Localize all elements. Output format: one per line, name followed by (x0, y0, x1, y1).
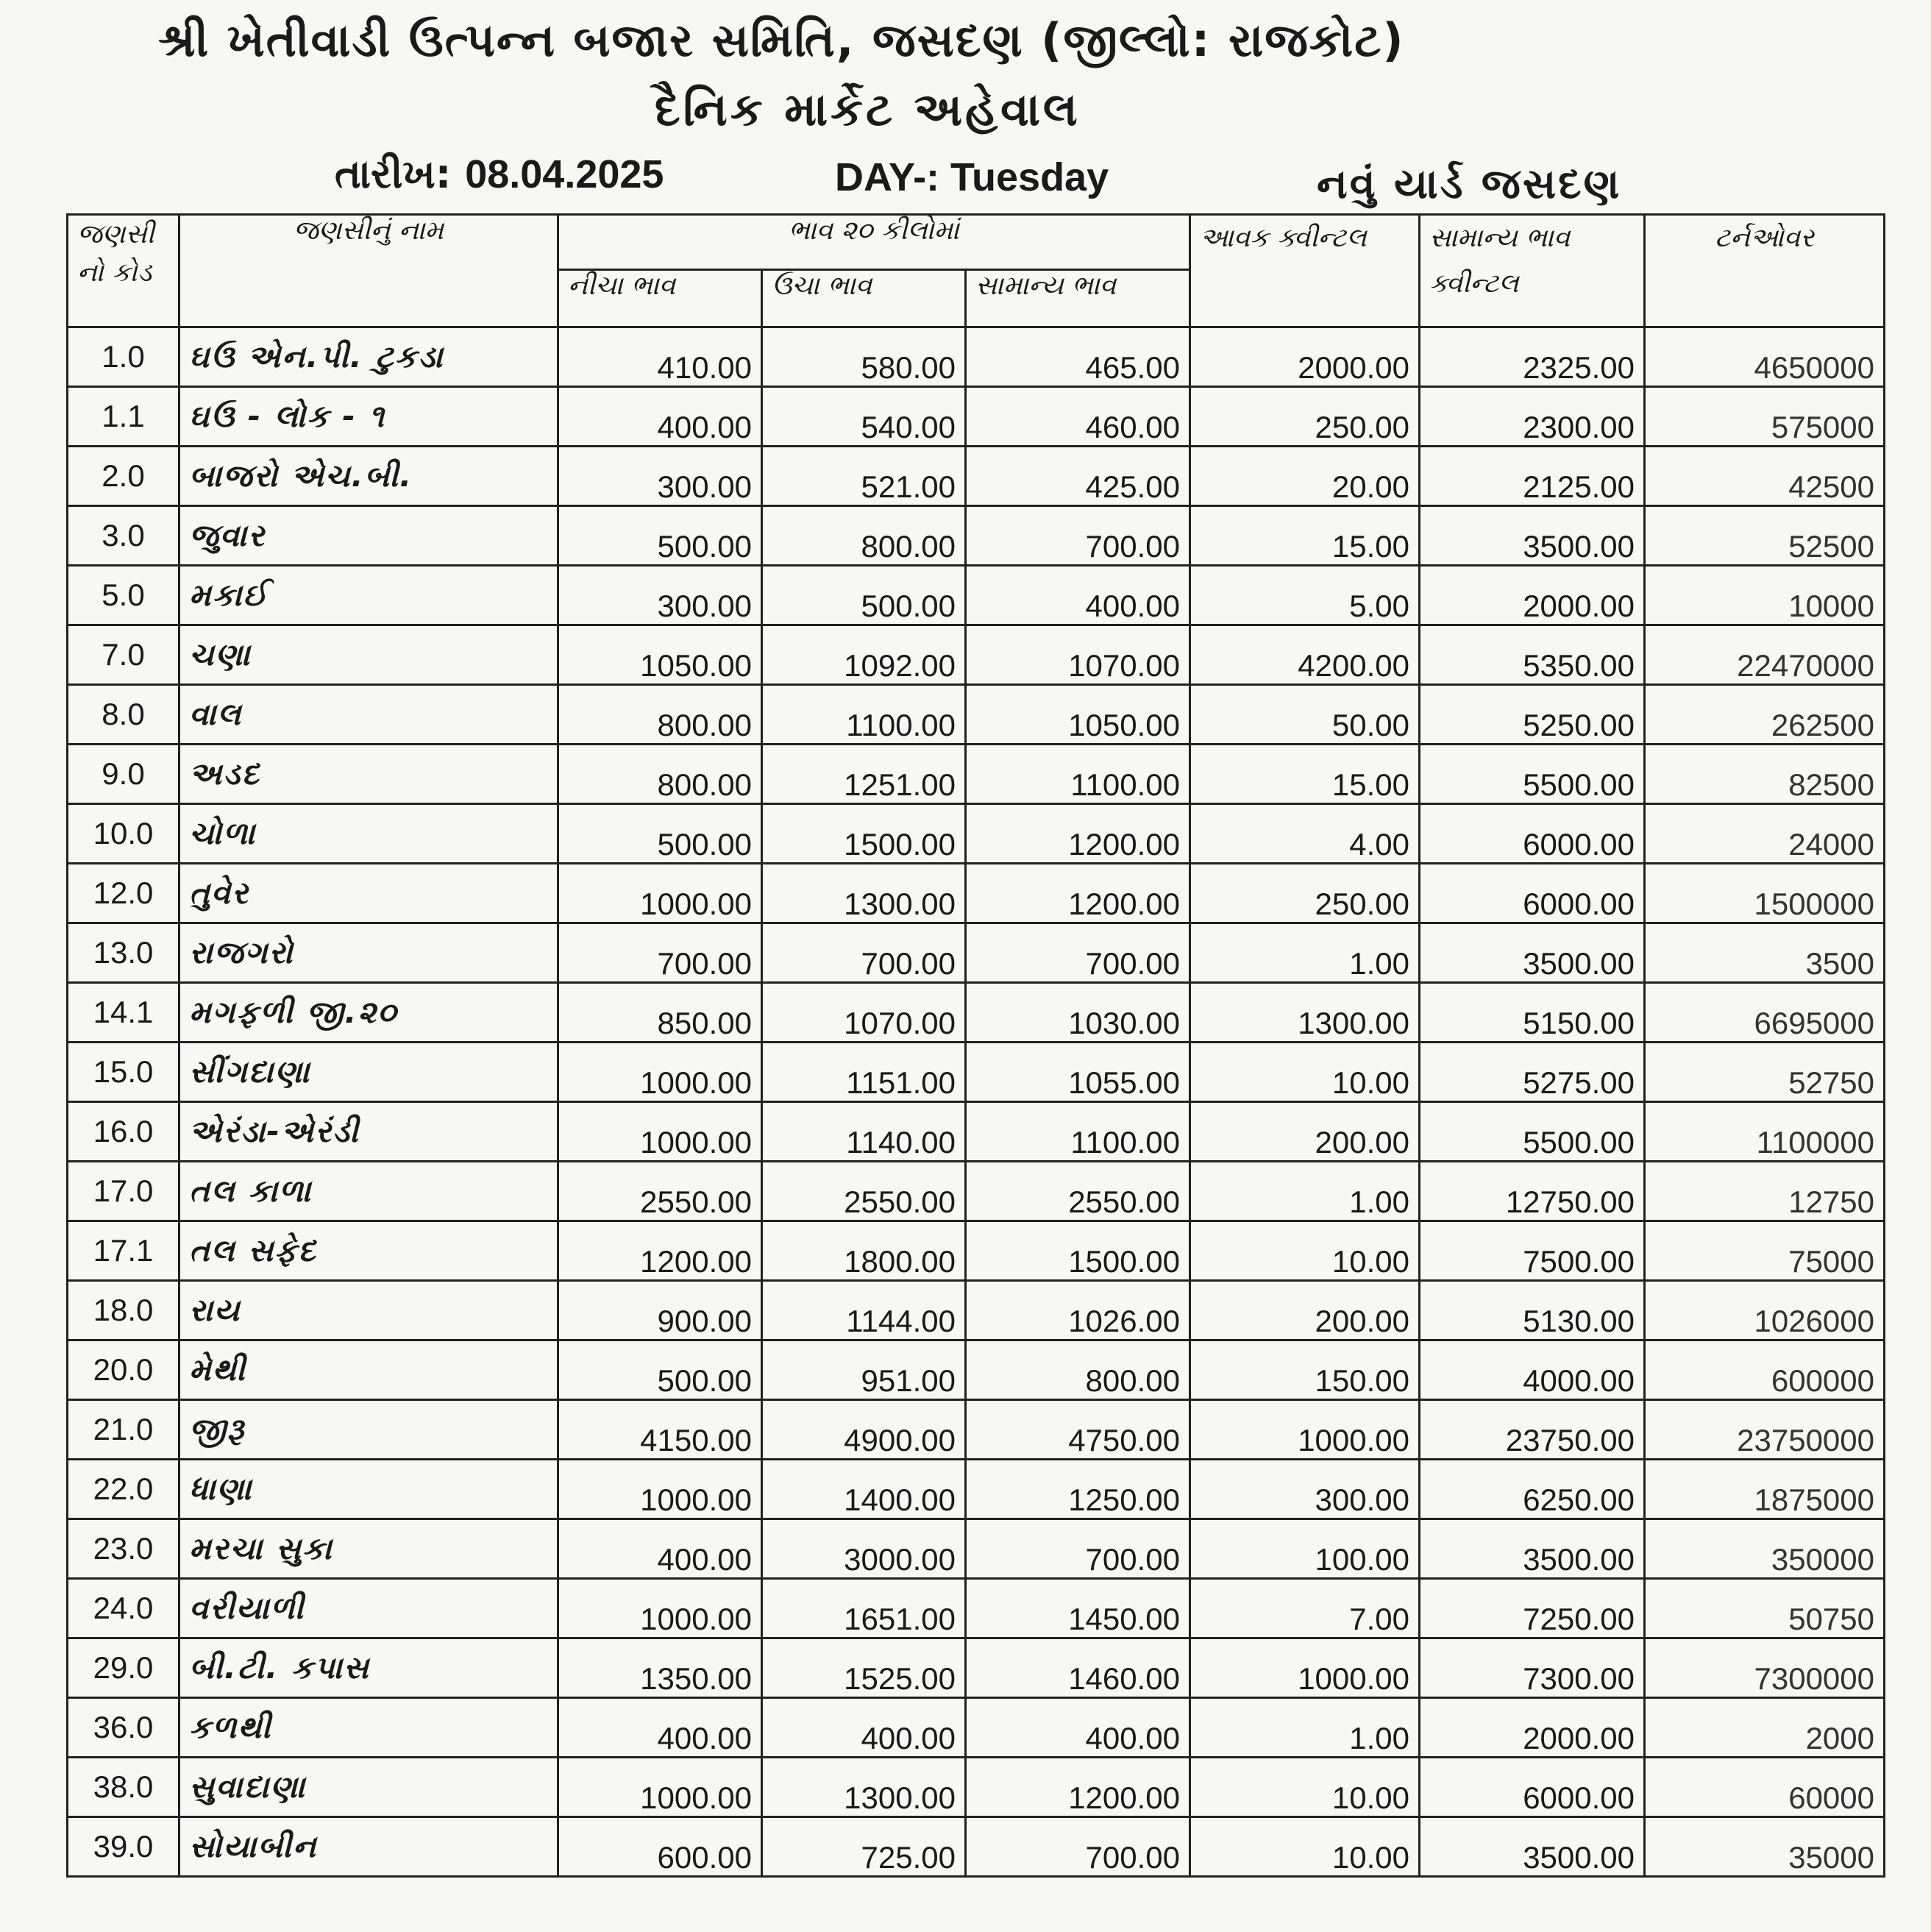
commodity-code: 14.1 (68, 983, 179, 1043)
table-row (68, 506, 1885, 566)
table-body (68, 327, 1885, 1877)
avg-price: 1200.00 (966, 864, 1190, 923)
high-price: 1140.00 (762, 1102, 966, 1162)
high-price: 1800.00 (762, 1221, 966, 1281)
turnover: 1500000 (1645, 864, 1885, 923)
arrival-quintal: 10.00 (1190, 1817, 1420, 1877)
low-price: 500.00 (558, 506, 762, 566)
table-row (68, 983, 1885, 1043)
turnover: 42500 (1645, 447, 1885, 506)
commodity-code: 16.0 (68, 1102, 179, 1162)
table-row (68, 864, 1885, 923)
avg-price: 460.00 (966, 387, 1190, 447)
commodity-code: 15.0 (68, 1043, 179, 1102)
avg-price: 1200.00 (966, 804, 1190, 864)
avg-price-quintal: 3500.00 (1420, 1519, 1645, 1579)
high-price: 1300.00 (762, 1758, 966, 1817)
avg-price: 425.00 (966, 447, 1190, 506)
commodity-name: સીંગદાણા (179, 1043, 558, 1102)
high-price: 725.00 (762, 1817, 966, 1877)
arrival-quintal: 1.00 (1190, 1162, 1420, 1221)
turnover: 24000 (1645, 804, 1885, 864)
table-row (68, 1340, 1885, 1400)
avg-price-quintal: 2000.00 (1420, 1698, 1645, 1758)
commodity-name: ઘઉ - લોક - ૧ (179, 387, 558, 447)
high-price: 4900.00 (762, 1400, 966, 1460)
commodity-name: મગફળી જી.૨૦ (179, 983, 558, 1043)
table-row (68, 1281, 1885, 1340)
arrival-quintal: 1000.00 (1190, 1638, 1420, 1698)
commodity-code: 17.1 (68, 1221, 179, 1281)
header-name: જણસીનું નામ (179, 215, 558, 327)
high-price: 1525.00 (762, 1638, 966, 1698)
low-price: 1000.00 (558, 1758, 762, 1817)
commodity-name: ચોળા (179, 804, 558, 864)
arrival-quintal: 50.00 (1190, 685, 1420, 745)
commodity-code: 21.0 (68, 1400, 179, 1460)
low-price: 1000.00 (558, 1460, 762, 1519)
arrival-quintal: 1.00 (1190, 923, 1420, 983)
low-price: 1350.00 (558, 1638, 762, 1698)
avg-price: 400.00 (966, 566, 1190, 625)
report-date (335, 151, 664, 198)
arrival-quintal: 250.00 (1190, 387, 1420, 447)
header-arrival: આવક ક્વીન્ટલ (1190, 215, 1420, 327)
avg-price-quintal: 4000.00 (1420, 1340, 1645, 1400)
turnover: 262500 (1645, 685, 1885, 745)
commodity-name: બી.ટી. કપાસ (179, 1638, 558, 1698)
table-row (68, 625, 1885, 685)
arrival-quintal: 10.00 (1190, 1043, 1420, 1102)
market-price-table (66, 213, 1885, 1878)
high-price: 1092.00 (762, 625, 966, 685)
arrival-quintal: 20.00 (1190, 447, 1420, 506)
high-price: 521.00 (762, 447, 966, 506)
turnover: 1100000 (1645, 1102, 1885, 1162)
turnover: 52500 (1645, 506, 1885, 566)
avg-price-quintal: 3500.00 (1420, 923, 1645, 983)
commodity-code: 18.0 (68, 1281, 179, 1340)
high-price: 1651.00 (762, 1579, 966, 1638)
commodity-code: 1.1 (68, 387, 179, 447)
low-price: 1000.00 (558, 1043, 762, 1102)
low-price: 1200.00 (558, 1221, 762, 1281)
date-label: તારીખ: (335, 151, 452, 197)
high-price: 500.00 (762, 566, 966, 625)
low-price: 500.00 (558, 1340, 762, 1400)
turnover: 35000 (1645, 1817, 1885, 1877)
turnover: 2000 (1645, 1698, 1885, 1758)
avg-price-quintal: 3500.00 (1420, 506, 1645, 566)
commodity-code: 9.0 (68, 745, 179, 804)
high-price: 700.00 (762, 923, 966, 983)
commodity-name: અડદ (179, 745, 558, 804)
low-price: 500.00 (558, 804, 762, 864)
commodity-name: તુવેર (179, 864, 558, 923)
avg-price: 400.00 (966, 1698, 1190, 1758)
turnover: 82500 (1645, 745, 1885, 804)
avg-price-quintal: 5500.00 (1420, 745, 1645, 804)
low-price: 300.00 (558, 447, 762, 506)
high-price: 3000.00 (762, 1519, 966, 1579)
avg-price-quintal: 2325.00 (1420, 327, 1645, 387)
avg-price-quintal: 5500.00 (1420, 1102, 1645, 1162)
avg-price-quintal: 5150.00 (1420, 983, 1645, 1043)
low-price: 800.00 (558, 685, 762, 745)
header-code: જણસી નો કોડ (68, 215, 179, 327)
turnover: 75000 (1645, 1221, 1885, 1281)
arrival-quintal: 4.00 (1190, 804, 1420, 864)
commodity-code: 5.0 (68, 566, 179, 625)
commodity-code: 17.0 (68, 1162, 179, 1221)
table-row (68, 447, 1885, 506)
avg-price: 1030.00 (966, 983, 1190, 1043)
table-row (68, 1221, 1885, 1281)
commodity-name: જીરૂ (179, 1400, 558, 1460)
low-price: 400.00 (558, 1519, 762, 1579)
commodity-code: 10.0 (68, 804, 179, 864)
turnover: 52750 (1645, 1043, 1885, 1102)
commodity-code: 1.0 (68, 327, 179, 387)
commodity-name: બાજરો એચ.બી. (179, 447, 558, 506)
avg-price: 700.00 (966, 1519, 1190, 1579)
table-row (68, 685, 1885, 745)
commodity-name: મકાઈ (179, 566, 558, 625)
table-row (68, 1162, 1885, 1221)
high-price: 1070.00 (762, 983, 966, 1043)
arrival-quintal: 15.00 (1190, 745, 1420, 804)
avg-price-quintal: 2300.00 (1420, 387, 1645, 447)
arrival-quintal: 250.00 (1190, 864, 1420, 923)
low-price: 400.00 (558, 1698, 762, 1758)
table-row (68, 1698, 1885, 1758)
avg-price-quintal: 2000.00 (1420, 566, 1645, 625)
table-row (68, 804, 1885, 864)
commodity-name: મરચા સુકા (179, 1519, 558, 1579)
report-day: DAY-: Tuesday (835, 155, 1109, 199)
commodity-name: મેથી (179, 1340, 558, 1400)
commodity-name: સોયાબીન (179, 1817, 558, 1877)
turnover: 1026000 (1645, 1281, 1885, 1340)
commodity-code: 7.0 (68, 625, 179, 685)
low-price: 900.00 (558, 1281, 762, 1340)
low-price: 850.00 (558, 983, 762, 1043)
low-price: 600.00 (558, 1817, 762, 1877)
turnover: 22470000 (1645, 625, 1885, 685)
commodity-name: વાલ (179, 685, 558, 745)
header-avg-quintal: સામાન્ય ભાવ ક્વીન્ટલ (1420, 215, 1645, 327)
arrival-quintal: 1300.00 (1190, 983, 1420, 1043)
arrival-quintal: 100.00 (1190, 1519, 1420, 1579)
avg-price-quintal: 23750.00 (1420, 1400, 1645, 1460)
avg-price: 1055.00 (966, 1043, 1190, 1102)
commodity-name: એરંડા-એરંડી (179, 1102, 558, 1162)
header-price-group: ભાવ ૨૦ કીલોમાં (558, 215, 1190, 270)
avg-price: 465.00 (966, 327, 1190, 387)
turnover: 575000 (1645, 387, 1885, 447)
avg-price: 800.00 (966, 1340, 1190, 1400)
commodity-name: ચણા (179, 625, 558, 685)
commodity-code: 38.0 (68, 1758, 179, 1817)
high-price: 400.00 (762, 1698, 966, 1758)
avg-price-quintal: 7500.00 (1420, 1221, 1645, 1281)
report-title: શ્રી ખેતીવાડી ઉત્પન્ન બજાર સમિતિ, જસદણ (જીલ્લો: રાજકોટ) (158, 13, 1405, 67)
commodity-name: ઘઉ એન.પી. ટુકડા (179, 327, 558, 387)
table-row (68, 1043, 1885, 1102)
low-price: 300.00 (558, 566, 762, 625)
arrival-quintal: 5.00 (1190, 566, 1420, 625)
commodity-code: 3.0 (68, 506, 179, 566)
commodity-name: વરીયાળી (179, 1579, 558, 1638)
turnover: 12750 (1645, 1162, 1885, 1221)
arrival-quintal: 300.00 (1190, 1460, 1420, 1519)
header-low: નીચા ભાવ (558, 270, 762, 327)
avg-price-quintal: 6000.00 (1420, 804, 1645, 864)
turnover: 23750000 (1645, 1400, 1885, 1460)
avg-price-quintal: 12750.00 (1420, 1162, 1645, 1221)
avg-price-quintal: 5250.00 (1420, 685, 1645, 745)
avg-price-quintal: 2125.00 (1420, 447, 1645, 506)
header-avg: સામાન્ય ભાવ (966, 270, 1190, 327)
high-price: 1151.00 (762, 1043, 966, 1102)
table-row (68, 1400, 1885, 1460)
high-price: 580.00 (762, 327, 966, 387)
avg-price: 700.00 (966, 923, 1190, 983)
low-price: 700.00 (558, 923, 762, 983)
turnover: 10000 (1645, 566, 1885, 625)
avg-price: 1100.00 (966, 1102, 1190, 1162)
arrival-quintal: 10.00 (1190, 1758, 1420, 1817)
table-row (68, 923, 1885, 983)
avg-price: 1250.00 (966, 1460, 1190, 1519)
arrival-quintal: 7.00 (1190, 1579, 1420, 1638)
table-row (68, 1102, 1885, 1162)
low-price: 410.00 (558, 327, 762, 387)
commodity-code: 20.0 (68, 1340, 179, 1400)
commodity-code: 8.0 (68, 685, 179, 745)
table-row (68, 1758, 1885, 1817)
commodity-name: તલ કાળા (179, 1162, 558, 1221)
low-price: 1050.00 (558, 625, 762, 685)
commodity-code: 36.0 (68, 1698, 179, 1758)
arrival-quintal: 15.00 (1190, 506, 1420, 566)
arrival-quintal: 200.00 (1190, 1281, 1420, 1340)
table-row (68, 566, 1885, 625)
commodity-code: 12.0 (68, 864, 179, 923)
table-row (68, 1579, 1885, 1638)
low-price: 1000.00 (558, 864, 762, 923)
turnover: 7300000 (1645, 1638, 1885, 1698)
commodity-name: ધાણા (179, 1460, 558, 1519)
low-price: 400.00 (558, 387, 762, 447)
turnover: 350000 (1645, 1519, 1885, 1579)
table-row (68, 1638, 1885, 1698)
low-price: 1000.00 (558, 1102, 762, 1162)
commodity-code: 13.0 (68, 923, 179, 983)
avg-price-quintal: 7250.00 (1420, 1579, 1645, 1638)
arrival-quintal: 2000.00 (1190, 327, 1420, 387)
table-row (68, 1460, 1885, 1519)
high-price: 1144.00 (762, 1281, 966, 1340)
commodity-name: રાય (179, 1281, 558, 1340)
low-price: 4150.00 (558, 1400, 762, 1460)
avg-price: 4750.00 (966, 1400, 1190, 1460)
avg-price: 1100.00 (966, 745, 1190, 804)
avg-price: 1026.00 (966, 1281, 1190, 1340)
table-row (68, 1519, 1885, 1579)
commodity-name: જુવાર (179, 506, 558, 566)
high-price: 951.00 (762, 1340, 966, 1400)
high-price: 1400.00 (762, 1460, 966, 1519)
turnover: 50750 (1645, 1579, 1885, 1638)
arrival-quintal: 10.00 (1190, 1221, 1420, 1281)
low-price: 2550.00 (558, 1162, 762, 1221)
low-price: 800.00 (558, 745, 762, 804)
turnover: 600000 (1645, 1340, 1885, 1400)
turnover: 6695000 (1645, 983, 1885, 1043)
table-row (68, 387, 1885, 447)
avg-price: 1460.00 (966, 1638, 1190, 1698)
avg-price-quintal: 7300.00 (1420, 1638, 1645, 1698)
avg-price: 2550.00 (966, 1162, 1190, 1221)
avg-price-quintal: 5130.00 (1420, 1281, 1645, 1340)
commodity-code: 2.0 (68, 447, 179, 506)
turnover: 60000 (1645, 1758, 1885, 1817)
high-price: 1251.00 (762, 745, 966, 804)
commodity-code: 29.0 (68, 1638, 179, 1698)
commodity-code: 39.0 (68, 1817, 179, 1877)
high-price: 800.00 (762, 506, 966, 566)
header-turnover: ટર્નઓવર (1645, 215, 1885, 327)
avg-price: 700.00 (966, 1817, 1190, 1877)
table-row (68, 745, 1885, 804)
avg-price: 1050.00 (966, 685, 1190, 745)
header-high: ઉચા ભાવ (762, 270, 966, 327)
table-row (68, 327, 1885, 387)
high-price: 540.00 (762, 387, 966, 447)
arrival-quintal: 150.00 (1190, 1340, 1420, 1400)
commodity-name: કળથી (179, 1698, 558, 1758)
turnover: 1875000 (1645, 1460, 1885, 1519)
avg-price-quintal: 5275.00 (1420, 1043, 1645, 1102)
avg-price: 700.00 (966, 506, 1190, 566)
high-price: 1300.00 (762, 864, 966, 923)
low-price: 1000.00 (558, 1579, 762, 1638)
high-price: 2550.00 (762, 1162, 966, 1221)
avg-price: 1200.00 (966, 1758, 1190, 1817)
avg-price: 1450.00 (966, 1579, 1190, 1638)
commodity-code: 23.0 (68, 1519, 179, 1579)
commodity-code: 24.0 (68, 1579, 179, 1638)
high-price: 1500.00 (762, 804, 966, 864)
commodity-name: તલ સફેદ (179, 1221, 558, 1281)
avg-price-quintal: 6000.00 (1420, 1758, 1645, 1817)
arrival-quintal: 1000.00 (1190, 1400, 1420, 1460)
table-row (68, 1817, 1885, 1877)
avg-price-quintal: 5350.00 (1420, 625, 1645, 685)
arrival-quintal: 200.00 (1190, 1102, 1420, 1162)
commodity-name: સુવાદાણા (179, 1758, 558, 1817)
avg-price: 1500.00 (966, 1221, 1190, 1281)
turnover: 3500 (1645, 923, 1885, 983)
avg-price-quintal: 6250.00 (1420, 1460, 1645, 1519)
avg-price-quintal: 6000.00 (1420, 864, 1645, 923)
commodity-name: રાજગરો (179, 923, 558, 983)
arrival-quintal: 1.00 (1190, 1698, 1420, 1758)
date-value: 08.04.2025 (465, 152, 664, 196)
avg-price-quintal: 3500.00 (1420, 1817, 1645, 1877)
avg-price: 1070.00 (966, 625, 1190, 685)
report-subtitle: દૈનિક માર્કેટ અહેવાલ (655, 82, 1081, 136)
yard-name: નવું યાર્ડ જસદણ (1317, 160, 1622, 208)
turnover: 4650000 (1645, 327, 1885, 387)
commodity-code: 22.0 (68, 1460, 179, 1519)
high-price: 1100.00 (762, 685, 966, 745)
arrival-quintal: 4200.00 (1190, 625, 1420, 685)
